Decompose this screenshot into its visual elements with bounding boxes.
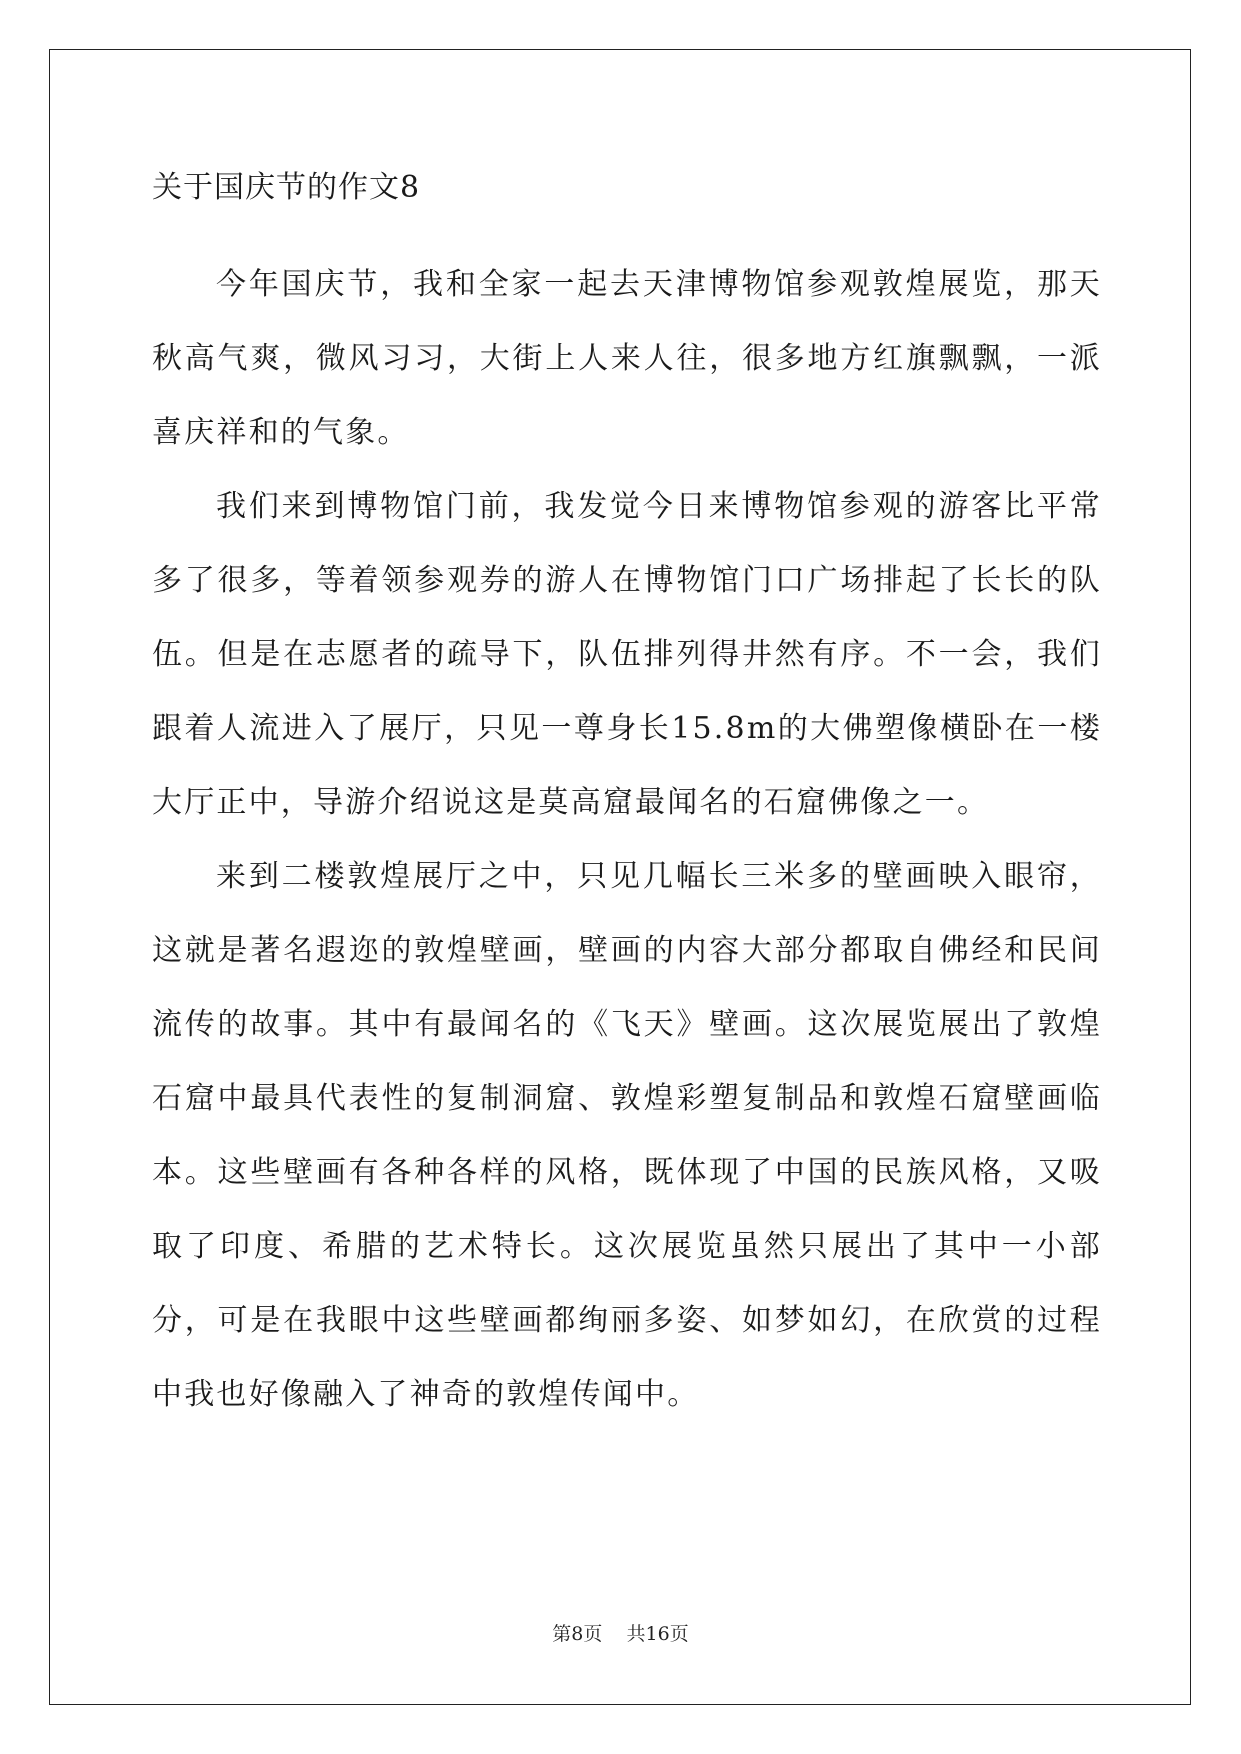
document-body [152, 248, 1102, 1432]
page-number: 第8页 [552, 1623, 603, 1645]
page-footer [0, 1622, 1241, 1646]
document-title: 关于国庆节的作文8 [152, 170, 421, 205]
page-total: 共16页 [626, 1623, 689, 1645]
paragraph-3: 来到二楼敦煌展厅之中，只见几幅长三米多的壁画映入眼帘，这就是著名遐迩的敦煌壁画，壁画的内容大部分都取自佛经和民间流传的故事。其中有最闻名的《飞天》壁画。这次展览展出了敦煌石窟中最具代表性的复制洞窟、敦煌彩塑复制品和敦煌石窟壁画临本。这些壁画有各种各样的风格，既体现了中国的民族风格，又吸取了印度、希腊的艺术特长。这次展览虽然只展出了其中一小部分，可是在我眼中这些壁画都绚丽多姿、如梦如幻，在欣赏的过程中我也好像融入了神奇的敦煌传闻中。 [152, 859, 1102, 1412]
paragraph-2: 我们来到博物馆门前，我发觉今日来博物馆参观的游客比平常多了很多，等着领参观券的游人在博物馆门口广场排起了长长的队伍。但是在志愿者的疏导下，队伍排列得井然有序。不一会，我们跟着人流进入了展厅，只见一尊身长15.8m的大佛塑像横卧在一楼大厅正中，导游介绍说这是莫高窟最闻名的石窟佛像之一。 [152, 489, 1102, 820]
paragraph-1: 今年国庆节，我和全家一起去天津博物馆参观敦煌展览，那天秋高气爽，微风习习，大街上人来人往，很多地方红旗飘飘，一派喜庆祥和的气象。 [152, 267, 1102, 450]
